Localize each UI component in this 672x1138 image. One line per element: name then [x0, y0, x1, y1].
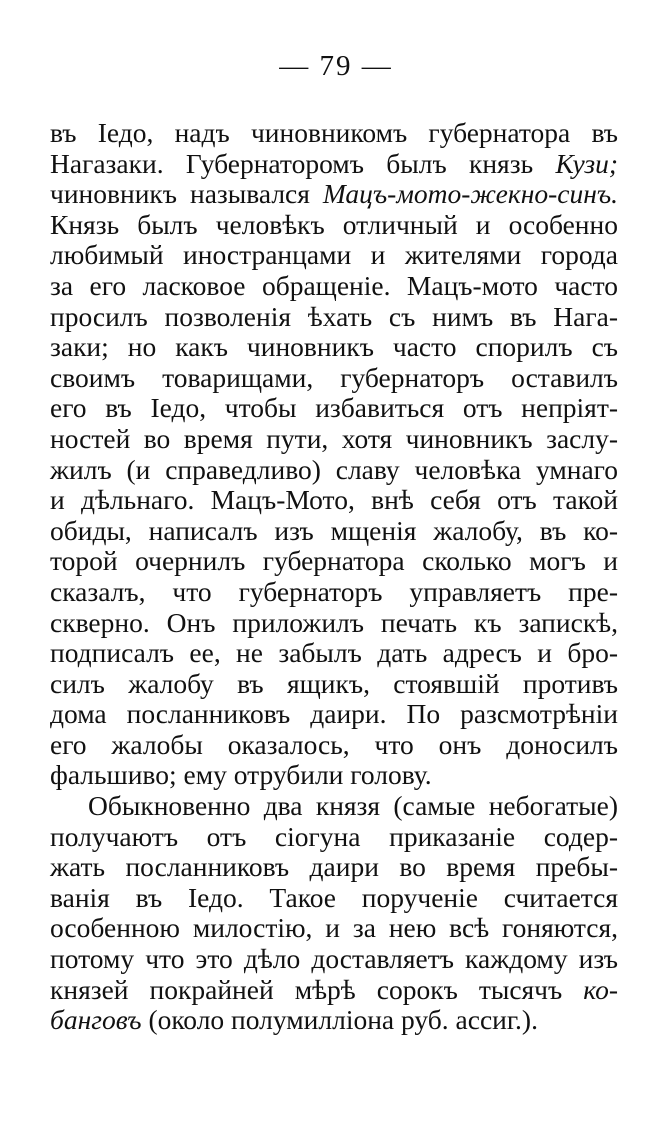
text-line	[50, 240, 618, 271]
page-number: — 79 —	[279, 50, 393, 82]
text-run: Обыкновенно два князя (самые небогатые)	[88, 790, 618, 822]
text-line	[50, 883, 618, 914]
text-run: силъ жалобу въ ящикъ, стоявшій противъ	[50, 667, 618, 699]
text-run: дома посланниковъ даири. По разсмотрѣніи	[50, 698, 618, 730]
italic-text: Мацъ-мото-жекно-синъ.	[322, 178, 618, 210]
text-run: фальшиво; ему отрубили голову.	[50, 759, 432, 791]
text-line	[50, 638, 618, 669]
text-run: просилъ позволенія ѣхать съ нимъ въ Нага-	[50, 300, 618, 332]
text-line	[50, 577, 618, 608]
text-run: торой очернилъ губернатора сколько могъ и	[50, 545, 618, 577]
text-run: ностей во время пути, хотя чиновникъ заслу-	[50, 422, 618, 454]
text-line	[50, 424, 618, 455]
text-line	[50, 149, 618, 180]
text-run: въ Іедо, надъ чиновникомъ губернатора въ	[50, 117, 618, 148]
text-line	[50, 363, 618, 394]
text-line	[50, 913, 618, 944]
text-run: ванія въ Іедо. Такое порученіе считается	[50, 881, 618, 913]
text-run: своимъ товарищами, губернаторъ оставилъ	[50, 361, 618, 393]
text-line	[50, 699, 618, 730]
text-line	[50, 271, 618, 302]
text-run: его жалобы оказалось, что онъ доносилъ	[50, 728, 618, 760]
text-line	[50, 302, 618, 333]
text-line	[50, 546, 618, 577]
text-run: его въ Іедо, чтобы избавиться отъ непріят-	[50, 392, 618, 424]
text-line	[50, 455, 618, 486]
text-run: скверно. Онъ приложилъ печать къ запискѣ,	[50, 606, 618, 638]
text-run: любимый иностранцами и жителями города	[50, 239, 618, 271]
text-run: получаютъ отъ сіогуна приказаніе содер-	[50, 820, 618, 852]
text-run: (около полумилліона руб. ассиг.).	[141, 1004, 538, 1036]
text-line	[50, 669, 618, 700]
text-line	[50, 118, 618, 149]
text-run: Князь былъ человѣкъ отличный и особенно	[50, 208, 618, 240]
text-run: Нагазаки. Губернаторомъ былъ князь	[50, 147, 556, 179]
text-line	[50, 332, 618, 363]
text-run: князей покрайней мѣрѣ сорокъ тысячъ	[50, 973, 584, 1005]
text-line	[50, 179, 618, 210]
text-line	[50, 608, 618, 639]
text-run: заки; но какъ чиновникъ часто спорилъ съ	[50, 331, 618, 363]
italic-text: банговъ	[50, 1004, 142, 1036]
paragraph	[50, 118, 618, 791]
text-run: чиновникъ назывался	[50, 178, 323, 210]
text-run: особенною милостію, и за нею всѣ гоняются,	[50, 912, 618, 944]
text-line	[50, 791, 618, 822]
text-line	[50, 730, 618, 761]
text-run: сказалъ, что губернаторъ управляетъ пре-	[50, 575, 618, 607]
italic-text: ко-	[583, 973, 618, 1005]
text-run: и дѣльнаго. Мацъ-Мото, внѣ себя отъ такой	[50, 484, 618, 516]
text-line	[50, 822, 618, 853]
text-run: за его ласковое обращеніе. Мацъ-мото часто	[50, 269, 618, 301]
text-run: подписалъ ее, не забылъ дать адресъ и бро-	[50, 637, 618, 669]
text-run: жилъ (и справедливо) славу человѣка умнаго	[50, 453, 618, 485]
paragraph	[50, 791, 618, 1036]
text-line	[50, 975, 618, 1006]
text-line	[50, 1005, 618, 1036]
text-line	[50, 485, 618, 516]
italic-text: Кузи;	[555, 147, 618, 179]
text-line	[50, 852, 618, 883]
text-run: жать посланниковъ даири во время пребы-	[50, 851, 618, 883]
body-text	[50, 118, 618, 1036]
text-run: потому что это дѣло доставляетъ каждому изъ	[50, 943, 618, 975]
text-line	[50, 393, 618, 424]
text-run: обиды, написалъ изъ мщенія жалобу, въ ко-	[50, 514, 618, 546]
text-line	[50, 210, 618, 241]
text-line	[50, 760, 618, 791]
text-line	[50, 944, 618, 975]
text-line	[50, 516, 618, 547]
